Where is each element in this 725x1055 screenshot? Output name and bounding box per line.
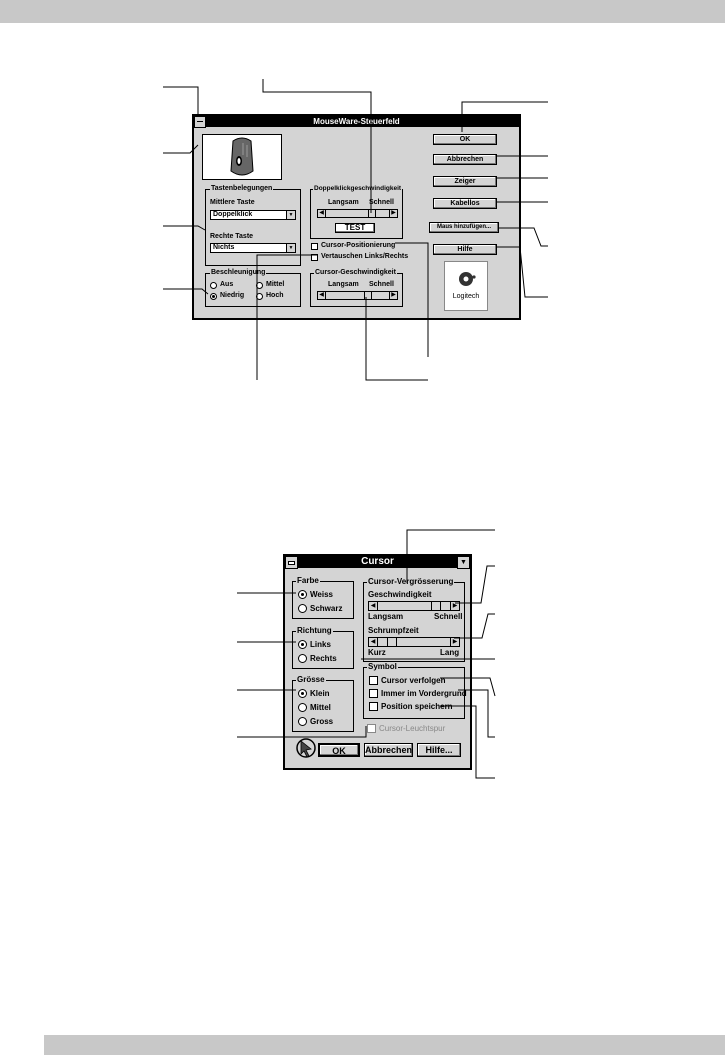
fast-label: Schnell	[434, 612, 463, 621]
callout-line	[407, 530, 495, 583]
right-button-label: Rechte Taste	[210, 233, 254, 240]
callout-line	[498, 228, 548, 246]
dropdown-arrow-icon[interactable]: ▼	[457, 556, 470, 569]
size-small-label: Klein	[310, 689, 330, 698]
logitech-logo-text: Logitech	[452, 293, 480, 300]
accel-medium-label: Mittel	[266, 281, 285, 288]
callout-line	[440, 706, 495, 778]
dropdown-arrow-icon[interactable]: ▼	[286, 244, 295, 252]
group-title: Cursor-Geschwindigkeit	[315, 269, 396, 276]
dialog-title: Cursor	[285, 556, 470, 568]
callout-line	[237, 726, 366, 737]
slow-label: Langsam	[328, 281, 359, 288]
direction-left-label: Links	[310, 640, 331, 649]
cancel-button[interactable]: Abbrechen	[365, 745, 413, 755]
callout-line	[455, 566, 495, 603]
ok-button[interactable]: OK	[318, 743, 360, 757]
callout-line	[263, 79, 371, 213]
long-label: Lang	[440, 648, 460, 657]
color-white-label: Weiss	[310, 590, 333, 599]
cancel-button[interactable]: Abbrechen	[433, 154, 497, 165]
slow-label: Langsam	[368, 612, 404, 621]
follow-cursor-label: Cursor verfolgen	[381, 676, 446, 685]
group-title: Richtung	[297, 626, 332, 635]
dropdown-arrow-icon[interactable]: ▼	[286, 211, 295, 219]
fast-label: Schnell	[369, 281, 394, 288]
callout-line	[462, 102, 548, 132]
callout-line	[454, 614, 495, 638]
add-mouse-button[interactable]: Maus hinzufügen...	[429, 222, 499, 233]
callout-line	[163, 87, 198, 116]
color-black-label: Schwarz	[310, 604, 343, 613]
group-title: Doppelklickgeschwindigkeit	[314, 185, 402, 192]
callout-line	[496, 247, 548, 297]
cursor-trail-label: Cursor-Leuchtspur	[379, 724, 446, 733]
swap-buttons-label: Vertauschen Links/Rechts	[321, 253, 409, 260]
group-title: Grösse	[297, 675, 325, 684]
save-position-label: Position speichern	[381, 702, 453, 711]
arrow-left-icon[interactable]: ◀	[368, 601, 378, 611]
arrow-left-icon[interactable]: ◀	[368, 637, 378, 647]
callout-line	[440, 678, 495, 696]
callout-line	[395, 243, 428, 357]
size-medium-label: Mittel	[310, 703, 331, 712]
callout-line	[257, 255, 317, 380]
slow-label: Langsam	[328, 199, 359, 206]
direction-right-label: Rechts	[310, 654, 337, 663]
accel-low-label: Niedrig	[220, 292, 245, 299]
middle-button-value: Doppelklick	[213, 211, 253, 218]
callout-line	[163, 289, 208, 294]
cursor-positioning-label: Cursor-Positionierung	[321, 242, 396, 249]
arrow-right-icon[interactable]: ▶	[450, 601, 460, 611]
callout-line	[163, 145, 198, 153]
arrow-right-icon[interactable]: ▶	[389, 209, 398, 218]
arrow-right-icon[interactable]: ▶	[450, 637, 460, 647]
fast-label: Schnell	[369, 199, 394, 206]
size-large-label: Gross	[310, 717, 334, 726]
shrink-time-label: Schrumpfzeit	[368, 626, 419, 635]
arrow-left-icon[interactable]: ◀	[317, 291, 326, 300]
cordless-button[interactable]: Kabellos	[433, 198, 497, 209]
arrow-left-icon[interactable]: ◀	[317, 209, 326, 218]
pointer-button[interactable]: Zeiger	[433, 176, 497, 187]
arrow-right-icon[interactable]: ▶	[389, 291, 398, 300]
short-label: Kurz	[368, 648, 386, 657]
group-title: Beschleunigung	[211, 269, 266, 276]
help-button[interactable]: Hilfe	[433, 244, 497, 255]
callout-line	[163, 226, 205, 230]
callout-line	[366, 297, 428, 380]
help-button[interactable]: Hilfe...	[417, 743, 461, 757]
middle-button-label: Mittlere Taste	[210, 199, 255, 206]
right-button-value: Nichts	[213, 244, 235, 251]
group-title: Cursor-Vergrösserung	[368, 577, 454, 586]
accel-high-label: Hoch	[266, 292, 284, 299]
group-title: Farbe	[297, 576, 319, 585]
test-button[interactable]: TEST	[335, 223, 375, 233]
speed-label: Geschwindigkeit	[368, 590, 432, 599]
group-title: Tastenbelegungen	[211, 185, 273, 192]
accel-off-label: Aus	[220, 281, 234, 288]
group-title: Symbol	[368, 662, 397, 671]
ok-button[interactable]: OK	[433, 134, 497, 145]
dialog-title: MouseWare-Steuerfeld	[194, 116, 519, 127]
always-on-top-label: Immer im Vordergrund	[381, 689, 467, 698]
